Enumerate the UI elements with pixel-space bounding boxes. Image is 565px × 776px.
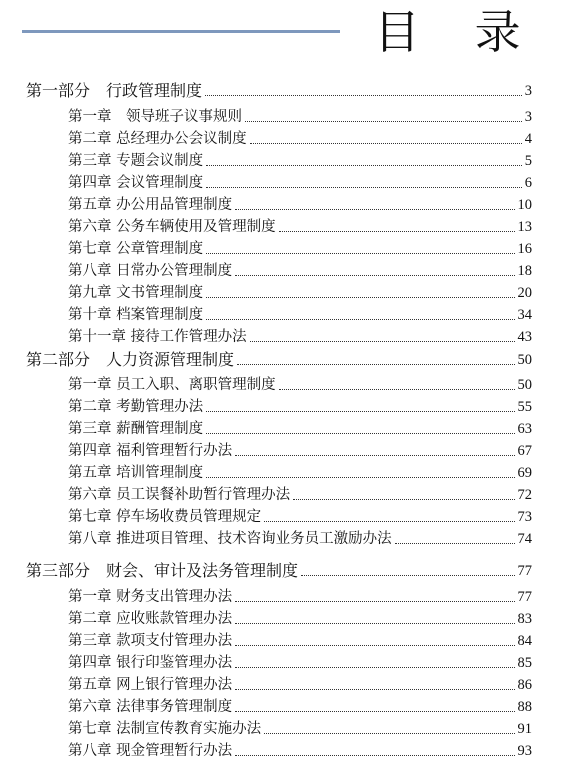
toc-entry-page: 13 <box>517 219 532 235</box>
dot-leader <box>235 623 514 624</box>
toc-entry-label: 第二章 应收账款管理办法 <box>68 611 233 627</box>
toc-entry-page: 77 <box>517 563 532 579</box>
toc-chapter-entry[interactable] <box>68 738 532 760</box>
page-title: 目 录 <box>374 5 541 59</box>
toc-entry-page: 10 <box>517 197 532 213</box>
toc-chapter-entry[interactable] <box>68 148 532 170</box>
toc-chapter-entry[interactable] <box>68 606 532 628</box>
toc-chapter-entry[interactable] <box>68 694 532 716</box>
toc-chapter-entry[interactable] <box>68 672 532 694</box>
toc-entry-label: 第六章 员工误餐补助暂行管理办法 <box>68 487 291 503</box>
dot-leader <box>235 601 514 602</box>
toc-part-entry[interactable] <box>26 558 532 580</box>
toc-chapter-entry[interactable] <box>68 460 532 482</box>
toc-part-entry[interactable] <box>26 347 532 369</box>
toc-entry-label: 第三章 薪酬管理制度 <box>68 421 204 437</box>
header-rule <box>22 30 340 33</box>
toc-chapter-entry[interactable] <box>68 170 532 192</box>
toc-entry-page: 93 <box>517 743 532 759</box>
toc-entry-page: 73 <box>517 509 532 525</box>
toc-chapter-entry[interactable] <box>68 192 532 214</box>
toc-chapter-entry[interactable] <box>68 214 532 236</box>
dot-leader <box>235 711 514 712</box>
toc-chapter-entry[interactable] <box>68 258 532 280</box>
toc-chapter-entry[interactable] <box>68 650 532 672</box>
toc-entry-page: 20 <box>517 285 532 301</box>
dot-leader <box>206 433 514 434</box>
toc-entry-label: 第八章 日常办公管理制度 <box>68 263 233 279</box>
toc-entry-label: 第六章 法律事务管理制度 <box>68 699 233 715</box>
toc-entry-label: 第五章 培训管理制度 <box>68 465 204 481</box>
dot-leader <box>205 95 522 96</box>
toc-chapter-entry[interactable] <box>68 628 532 650</box>
dot-leader <box>206 477 514 478</box>
toc-entry-page: 88 <box>517 699 532 715</box>
toc-chapter-entry[interactable] <box>68 372 532 394</box>
toc-entry-label: 第三章 专题会议制度 <box>68 153 204 169</box>
toc-entry-page: 63 <box>517 421 532 437</box>
toc-entry-page: 72 <box>517 487 532 503</box>
toc-entry-label: 第二章 总经理办公会议制度 <box>68 131 247 147</box>
dot-leader <box>293 499 514 500</box>
toc-entry-label: 第十一章 接待工作管理办法 <box>68 329 247 345</box>
toc-entry-label: 第六章 公务车辆使用及管理制度 <box>68 219 276 235</box>
toc-entry-label: 第四章 会议管理制度 <box>68 175 204 191</box>
toc-entry-label: 第四章 福利管理暂行办法 <box>68 443 233 459</box>
toc-chapter-entry[interactable] <box>68 438 532 460</box>
toc-entry-page: 83 <box>517 611 532 627</box>
toc-entry-label: 第一部分 行政管理制度 <box>26 81 203 100</box>
toc-entry-page: 84 <box>517 633 532 649</box>
dot-leader <box>206 297 514 298</box>
dot-leader <box>235 209 514 210</box>
toc-entry-label: 第三章 款项支付管理办法 <box>68 633 233 649</box>
toc-entry-label: 第七章 法制宣传教育实施办法 <box>68 721 262 737</box>
toc-chapter-entry[interactable] <box>68 526 532 548</box>
toc-entry-label: 第一章 财务支出管理办法 <box>68 589 233 605</box>
toc-entry-page: 74 <box>517 531 532 547</box>
toc-entry-page: 50 <box>517 352 532 368</box>
dot-leader <box>235 667 514 668</box>
toc-chapter-entry[interactable] <box>68 716 532 738</box>
toc-entry-label: 第七章 公章管理制度 <box>68 241 204 257</box>
toc-entry-page: 6 <box>524 175 532 191</box>
toc-entry-page: 86 <box>517 677 532 693</box>
toc-chapter-entry[interactable] <box>68 302 532 324</box>
toc-entry-page: 3 <box>524 83 532 99</box>
toc-chapter-entry[interactable] <box>68 126 532 148</box>
dot-leader <box>245 121 522 122</box>
toc-entry-label: 第八章 现金管理暂行办法 <box>68 743 233 759</box>
dot-leader <box>279 389 515 390</box>
dot-leader <box>235 645 514 646</box>
toc-chapter-entry[interactable] <box>68 104 532 126</box>
toc-entry-page: 50 <box>517 377 532 393</box>
dot-leader <box>206 187 522 188</box>
dot-leader <box>206 319 514 320</box>
toc-chapter-entry[interactable] <box>68 584 532 606</box>
toc-entry-page: 16 <box>517 241 532 257</box>
toc-part-entry[interactable] <box>26 78 532 100</box>
toc-entry-label: 第一章 员工入职、离职管理制度 <box>68 377 276 393</box>
dot-leader <box>235 755 514 756</box>
toc-chapter-entry[interactable] <box>68 416 532 438</box>
toc-entry-page: 85 <box>517 655 532 671</box>
toc-entry-label: 第八章 推进项目管理、技术咨询业务员工激励办法 <box>68 531 392 547</box>
dot-leader <box>235 455 514 456</box>
toc-entry-page: 3 <box>524 109 532 125</box>
toc-entry-page: 4 <box>524 131 532 147</box>
dot-leader <box>206 253 514 254</box>
dot-leader <box>235 275 514 276</box>
dot-leader <box>264 521 514 522</box>
dot-leader <box>206 165 522 166</box>
toc-entry-page: 18 <box>517 263 532 279</box>
toc-chapter-entry[interactable] <box>68 394 532 416</box>
dot-leader <box>250 341 515 342</box>
toc-chapter-entry[interactable] <box>68 482 532 504</box>
toc-entry-page: 67 <box>517 443 532 459</box>
dot-leader <box>301 575 514 576</box>
dot-leader <box>264 733 514 734</box>
toc-entry-label: 第十章 档案管理制度 <box>68 307 204 323</box>
dot-leader <box>237 364 514 365</box>
toc-entry-label: 第一章 领导班子议事规则 <box>68 109 242 125</box>
toc-entry-page: 55 <box>517 399 532 415</box>
dot-leader <box>250 143 522 144</box>
toc-entry-page: 77 <box>517 589 532 605</box>
toc-entry-label: 第三部分 财会、审计及法务管理制度 <box>26 561 299 580</box>
dot-leader <box>206 411 514 412</box>
toc-entry-label: 第五章 办公用品管理制度 <box>68 197 233 213</box>
dot-leader <box>235 689 514 690</box>
dot-leader <box>395 543 515 544</box>
toc-entry-page: 34 <box>517 307 532 323</box>
toc-entry-label: 第九章 文书管理制度 <box>68 285 204 301</box>
toc-chapter-entry[interactable] <box>68 504 532 526</box>
toc-entry-page: 43 <box>517 329 532 345</box>
toc-chapter-entry[interactable] <box>68 236 532 258</box>
toc-chapter-entry[interactable] <box>68 280 532 302</box>
toc-entry-label: 第七章 停车场收费员管理规定 <box>68 509 262 525</box>
toc-chapter-entry[interactable] <box>68 324 532 346</box>
dot-leader <box>279 231 515 232</box>
toc-entry-label: 第五章 网上银行管理办法 <box>68 677 233 693</box>
toc-entry-page: 91 <box>517 721 532 737</box>
toc-entry-label: 第二章 考勤管理办法 <box>68 399 204 415</box>
toc-entry-label: 第四章 银行印鉴管理办法 <box>68 655 233 671</box>
toc-entry-page: 69 <box>517 465 532 481</box>
toc-entry-page: 5 <box>524 153 532 169</box>
toc-entry-label: 第二部分 人力资源管理制度 <box>26 350 235 369</box>
